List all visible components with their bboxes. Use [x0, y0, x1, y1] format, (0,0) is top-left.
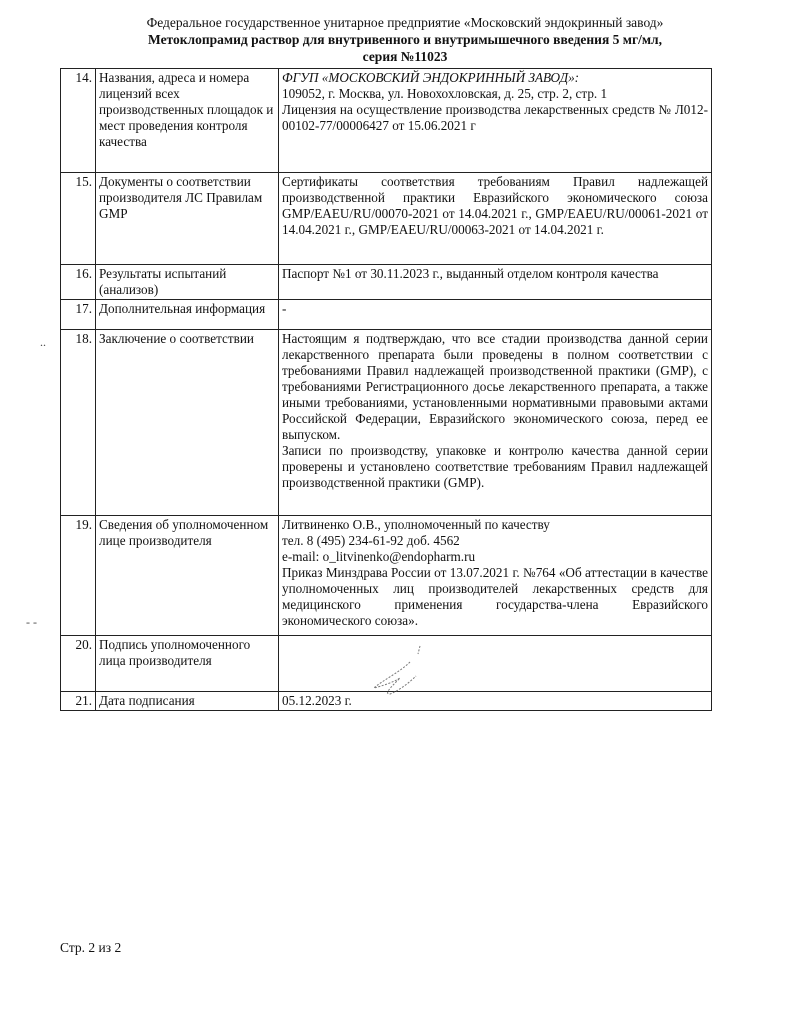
value-line: e-mail: o_litvinenko@endopharm.ru [282, 549, 476, 564]
table-row [61, 265, 712, 300]
table-row [61, 173, 712, 265]
row-label: Названия, адреса и номера лицензий всех производственных площадок и мест проведения контроля качества [96, 69, 279, 173]
value-line: Сертификаты соответствия требованиям Правил надлежащей производственной практики Евразийского экономического союза GMP/EAEU/RU/00070-2021 от 14.04.2021 г., GMP/EAEU/RU/00061-2021 от 14.04.2021 г., GMP/EAEU/RU/00063-2021 от 14.04.2021 г. [282, 174, 708, 237]
value-line: Записи по производству, упаковке и контролю качества данной серии проверены и установлено соответствие требованиям Правил надлежащей производственной практики (GMP). [282, 443, 708, 490]
document-header [60, 14, 750, 65]
row-number: 15. [61, 173, 96, 265]
row-label: Подпись уполномоченного лица производителя [96, 636, 279, 692]
row-value [279, 516, 712, 636]
row-number: 17. [61, 300, 96, 330]
row-label: Сведения об уполномоченном лице производителя [96, 516, 279, 636]
signature-mark [360, 642, 450, 704]
row-value [279, 300, 712, 330]
value-line: Литвиненко О.В., уполномоченный по качеству [282, 517, 550, 532]
certificate-table [60, 68, 712, 711]
row-value [279, 636, 712, 692]
row-number: 14. [61, 69, 96, 173]
row-value [279, 173, 712, 265]
value-line: ФГУП «МОСКОВСКИЙ ЭНДОКРИННЫЙ ЗАВОД»: [282, 70, 580, 85]
row-value [279, 265, 712, 300]
value-line: тел. 8 (495) 234-61-92 доб. 4562 [282, 533, 460, 548]
row-value [279, 330, 712, 516]
value-line: Настоящим я подтверждаю, что все стадии производства данной серии лекарственного препарата были проведены в полном соответствии с требованиями Правил надлежащей производственной практики (GMP), с требованиями Регистрационного досье лекарственного препарата, а также иными требованиями, установленными нормативными правовыми актами Российской Федерации, Евразийского экономического союза, перед ее выпуском. [282, 331, 708, 442]
row-number: 19. [61, 516, 96, 636]
table-row [61, 69, 712, 173]
value-line: Паспорт №1 от 30.11.2023 г., выданный отделом контроля качества [282, 266, 659, 281]
row-value [279, 692, 712, 711]
row-number: 16. [61, 265, 96, 300]
value-line: Лицензия на осуществление производства лекарственных средств № Л012-00102-77/00006427 от 15.06.2021 г [282, 102, 708, 133]
row-label: Дата подписания [96, 692, 279, 711]
table-row [61, 330, 712, 516]
row-label: Заключение о соответствии [96, 330, 279, 516]
value-line: Приказ Минздрава России от 13.07.2021 г. №764 «Об аттестации в качестве уполномоченных лиц производителей лекарственных средств для медицинского применения государства-члена Евразийского экономического союза». [282, 565, 708, 628]
margin-mark: - - [26, 615, 37, 629]
product-title: Метоклопрамид раствор для внутривенного и внутримышечного введения 5 мг/мл, [148, 32, 662, 47]
value-line: 109052, г. Москва, ул. Новохохловская, д. 25, стр. 2, стр. 1 [282, 86, 608, 101]
organization-name: Федеральное государственное унитарное предприятие «Московский эндокринный завод» [146, 15, 664, 30]
row-label: Документы о соответствии производителя ЛС Правилам GMP [96, 173, 279, 265]
row-value [279, 69, 712, 173]
table-row [61, 516, 712, 636]
table-row [61, 300, 712, 330]
row-label: Результаты испытаний (анализов) [96, 265, 279, 300]
row-number: 18. [61, 330, 96, 516]
page-number: Стр. 2 из 2 [60, 940, 122, 955]
row-label: Дополнительная информация [96, 300, 279, 330]
value-line: - [282, 301, 287, 316]
margin-mark: .. [40, 335, 46, 349]
row-number: 21. [61, 692, 96, 711]
value-line: 05.12.2023 г. [282, 693, 352, 708]
batch-number: серия №11023 [362, 49, 448, 64]
row-number: 20. [61, 636, 96, 692]
